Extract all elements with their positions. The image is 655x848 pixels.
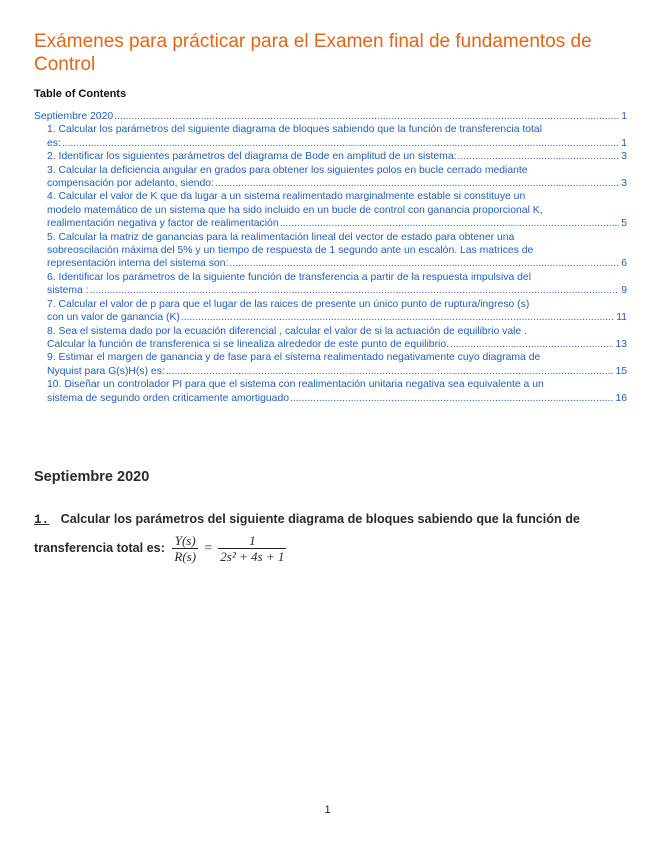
formula-lhs-numerator: Y(s) (172, 533, 198, 549)
toc-entry-text: sistema : (47, 285, 89, 297)
toc-entry[interactable] (34, 164, 627, 191)
toc-entry-text: sobreoscilación máxima del 5% y un tiempo de respuesta de 1 segundo ante un escalón. Las matrices de (47, 245, 534, 257)
toc-page-number: 6 (621, 258, 627, 270)
toc-page-number: 1 (621, 111, 627, 122)
toc-entry-text: 10. Diseñar un controlador PI para que el sistema con realimentación unitaria negativa sea equivalente a un (47, 379, 544, 391)
toc-entry-text: 8. Sea el sistema dado por la ecuación diferencial , calcular el valor de si la actuación de equilibrio vale . (47, 325, 527, 337)
document-title: Exámenes para prácticar para el Examen final de fundamentos de Control (34, 31, 592, 75)
toc-entry-text: representación interna del sistema son: (47, 258, 229, 270)
toc-entry[interactable] (34, 110, 627, 123)
formula-rhs-fraction (218, 533, 286, 564)
question-number: 1. (34, 513, 50, 527)
toc-page-number: 16 (615, 392, 627, 404)
toc-entry-text: modelo matemático de un sistema que ha sido incluido en un bucle de control con ganancia proporcional K, (47, 204, 543, 216)
toc-entry-text: 2. Identificar los siguientes parámetros del diagrama de Bode en amplitud de un sistema: (47, 151, 457, 163)
toc-entry-text: compensación por adelanto, siendo: (47, 178, 214, 190)
toc-leader-dots (450, 338, 613, 351)
formula-rhs-denominator: 2s² + 4s + 1 (220, 549, 285, 564)
toc-entry[interactable] (34, 378, 627, 405)
toc-page-number: 15 (615, 365, 627, 377)
toc-entry[interactable] (34, 150, 627, 163)
toc-entry-text: Calcular la función de transferenica si se linealiza alrededor de este punto de equilibrio. (47, 338, 450, 350)
toc-entry-text: con un valor de ganancia (K) (47, 312, 180, 324)
section-title: Septiembre 2020 (34, 469, 150, 485)
toc-entry[interactable] (34, 271, 627, 298)
toc-page-number: 1 (621, 137, 627, 149)
formula-lhs-fraction (172, 533, 198, 564)
formula-equals: = (204, 541, 213, 556)
table-of-contents (34, 110, 627, 405)
toc-entry[interactable] (34, 123, 627, 150)
toc-leader-dots (290, 392, 613, 405)
toc-entry-text: 1. Calcular los parámetros del siguiente diagrama de bloques sabiendo que la función de transferencia total (47, 124, 543, 136)
toc-page-number: 9 (621, 285, 627, 297)
toc-entry[interactable] (34, 351, 627, 378)
toc-page-number: 3 (621, 151, 627, 163)
toc-entry-text: 4. Calcular el valor de K que da lugar a un sistema realimentado marginalmente estable si constituye un (47, 191, 526, 203)
toc-entry-text: 3. Calcular la deficiencia angular en grados para obtener los siguientes polos en bucle cerrado mediante (47, 164, 528, 176)
toc-entry-text: 9. Estimar el margen de ganancia y de fase para el sistema realimentado negativamente cuyo diagrama de (47, 352, 541, 364)
toc-leader-dots (181, 311, 614, 324)
toc-leader-dots (215, 177, 619, 190)
toc-heading: Table of Contents (34, 88, 127, 100)
toc-entry-text: sistema de segundo orden criticamente amortiguado (47, 392, 290, 404)
toc-leader-dots (90, 284, 620, 297)
page-number: 1 (324, 804, 331, 816)
toc-leader-dots (458, 150, 620, 163)
toc-entry[interactable] (34, 298, 627, 325)
toc-entry[interactable] (34, 190, 627, 230)
toc-entry-text: realimentación negativa y factor de realimentación (47, 218, 279, 230)
transfer-function-formula (172, 533, 286, 564)
toc-page-number: 3 (621, 178, 627, 190)
toc-leader-dots (62, 137, 619, 150)
toc-page-number: 5 (621, 218, 627, 230)
toc-page-number: 13 (615, 338, 627, 350)
toc-entry-text: 5. Calcular la matriz de ganancias para la realimentación lineal del vector de estado para obtener una (47, 231, 515, 243)
toc-leader-dots (280, 217, 620, 230)
formula-lhs-denominator: R(s) (174, 549, 197, 564)
toc-page-number: 11 (616, 312, 627, 324)
toc-leader-dots (229, 257, 619, 270)
toc-entry-text: Nyquist para G(s)H(s) es: (47, 365, 165, 377)
toc-entry-text: 6. Identificar los parámetros de la siguiente función de transferencia a partir de la respuesta impulsiva del (47, 271, 532, 283)
toc-leader-dots (166, 365, 614, 378)
formula-rhs-numerator: 1 (218, 533, 286, 549)
toc-entry[interactable] (34, 231, 627, 271)
toc-entry-text: 7. Calcular el valor de p para que el lugar de las raices de presente un único punto de ruptura/ingreso (s) (47, 298, 530, 310)
toc-entry-text: es: (47, 137, 61, 149)
question-text: Calcular los parámetros del siguiente diagrama de bloques sabiendo que la función de transferencia total es: (34, 512, 580, 555)
question-1 (34, 507, 624, 564)
toc-entry[interactable] (34, 325, 627, 352)
toc-leader-dots (114, 110, 619, 123)
toc-entry-text: Septiembre 2020 (34, 111, 114, 122)
